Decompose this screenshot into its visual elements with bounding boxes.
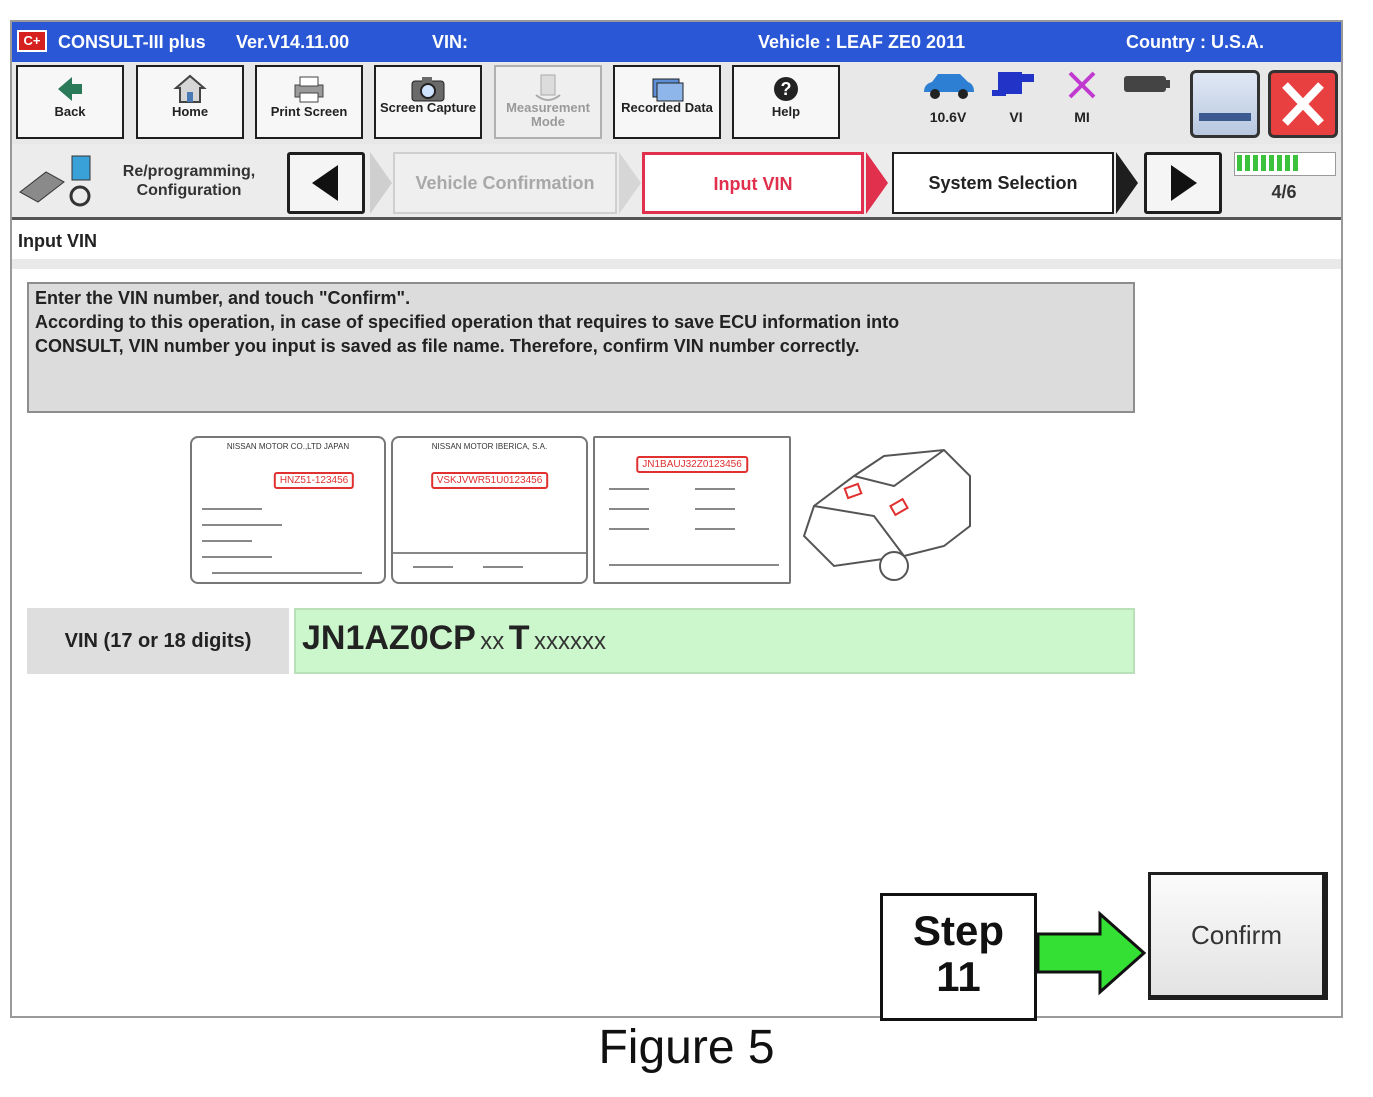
plate-text-line — [202, 556, 272, 558]
vin-input[interactable] — [294, 608, 1135, 674]
page-title: Input VIN — [18, 231, 97, 251]
home-button[interactable] — [136, 65, 244, 139]
back-button[interactable] — [16, 65, 124, 139]
plate-text-line — [393, 552, 588, 554]
minimize-button[interactable] — [1190, 70, 1260, 138]
plate-text-line — [695, 488, 735, 490]
right-arrow-icon — [1147, 155, 1219, 211]
consult-window — [10, 20, 1343, 1018]
battery-status — [918, 70, 978, 132]
screen-capture-button[interactable] — [374, 65, 482, 139]
left-arrow-icon — [290, 155, 362, 211]
instruction-box — [27, 282, 1135, 413]
step-navigation-bar — [12, 144, 1341, 220]
recorded-data-button[interactable] — [613, 65, 721, 139]
pointer-arrow-icon — [1036, 910, 1148, 996]
battery-voltage: 10.6V — [929, 109, 967, 125]
plate-text-line — [609, 528, 649, 530]
recorded-data-label: Recorded Data — [621, 100, 713, 115]
toolbar — [12, 62, 1341, 144]
plate-header: NISSAN MOTOR IBERICA, S.A. — [431, 442, 548, 451]
help-label: Help — [771, 104, 801, 119]
plate-vin: JN1BAUJ32Z0123456 — [636, 456, 748, 473]
vi-connection-icon — [988, 70, 1044, 100]
plate-vin: HNZ51-123456 — [274, 472, 354, 489]
vi-label: VI — [1009, 109, 1023, 125]
vin-title-label: VIN: — [432, 32, 468, 52]
back-arrow-icon — [50, 73, 90, 105]
step-callout-title: Step — [912, 907, 1004, 954]
plate-text-line — [695, 508, 735, 510]
step-callout-number: 11 — [936, 953, 981, 1000]
plate-text-line — [202, 508, 262, 510]
plate-text-line — [202, 524, 282, 526]
measurement-mode-button[interactable] — [494, 65, 602, 139]
vin-field-label: VIN (17 or 18 digits) — [27, 608, 289, 674]
car-battery-icon — [920, 70, 976, 100]
next-step-button[interactable] — [1144, 152, 1222, 214]
step-system-selection[interactable]: System Selection — [892, 152, 1114, 214]
mi-status — [1052, 70, 1112, 132]
print-screen-button[interactable] — [255, 65, 363, 139]
progress-text: 4/6 — [1271, 182, 1297, 202]
help-icon — [766, 73, 806, 105]
vin-prefix: JN1AZ0CP — [302, 619, 476, 657]
title-bar — [12, 22, 1341, 62]
home-icon — [170, 73, 210, 105]
plate-header: NISSAN MOTOR CO.,LTD JAPAN — [226, 442, 350, 451]
chevron-right-icon — [617, 152, 643, 214]
step-callout — [880, 893, 1037, 1021]
battery-icon — [1118, 70, 1174, 100]
app-version: Ver.V14.11.00 — [236, 32, 350, 52]
mi-disconnected-icon — [1054, 70, 1110, 100]
minimize-icon — [1193, 73, 1257, 135]
previous-step-button[interactable] — [287, 152, 365, 214]
print-screen-label: Print Screen — [270, 104, 348, 119]
confirm-button[interactable]: Confirm — [1148, 872, 1328, 1000]
home-label: Home — [171, 104, 209, 119]
plate-text-line — [212, 572, 362, 574]
close-icon — [1271, 73, 1335, 135]
plate-text-line — [483, 566, 523, 568]
country-info: Country : U.S.A. — [1126, 32, 1264, 52]
step-progress — [1234, 152, 1338, 212]
screen-capture-label: Screen Capture — [379, 100, 477, 115]
chevron-right-icon — [1114, 152, 1140, 214]
plate-vin: VSKJVWR51U0123456 — [431, 472, 549, 489]
help-button[interactable] — [732, 65, 840, 139]
divider — [12, 259, 1341, 269]
instruction-line: According to this operation, in case of specified operation that requires to save ECU information into — [35, 312, 900, 332]
step-input-vin[interactable]: Input VIN — [642, 152, 864, 214]
reprogramming-icon — [16, 152, 100, 212]
vin-placeholder-chars: xx — [480, 628, 505, 655]
app-name: CONSULT-III plus — [58, 32, 206, 52]
plate-text-line — [202, 540, 252, 542]
figure-caption: Figure 5 — [598, 1021, 775, 1074]
vin-plate-alt — [593, 436, 791, 584]
vin-year-char: T — [508, 619, 530, 657]
vin-plate-iberica — [391, 436, 588, 584]
app-logo-icon: C+ — [17, 30, 47, 52]
mi-label: MI — [1074, 109, 1090, 125]
vehicle-vin-location-icon — [794, 436, 972, 586]
plate-text-line — [695, 528, 735, 530]
svg-text:?: ? — [780, 79, 792, 99]
chevron-right-icon — [864, 152, 890, 214]
plate-text-line — [413, 566, 453, 568]
progress-bar — [1234, 152, 1336, 176]
step-vehicle-confirmation[interactable]: Vehicle Confirmation — [393, 152, 617, 214]
vin-plate-japan — [190, 436, 386, 584]
back-label: Back — [54, 104, 86, 119]
battery-indicator — [1116, 70, 1176, 132]
plate-text-line — [609, 564, 779, 566]
mode-label: Re/programming, Configuration — [122, 163, 256, 199]
printer-icon — [289, 73, 329, 105]
vin-serial-placeholder: xxxxxx — [533, 628, 606, 655]
close-button[interactable] — [1268, 70, 1338, 138]
instruction-line: CONSULT, VIN number you input is saved as file name. Therefore, confirm VIN number correctly. — [35, 336, 860, 356]
vehicle-info: Vehicle : LEAF ZE0 2011 — [758, 32, 966, 52]
plate-text-line — [609, 488, 649, 490]
vi-status — [986, 70, 1046, 132]
chevron-right-icon — [368, 152, 394, 214]
instruction-line: Enter the VIN number, and touch "Confirm". — [35, 288, 411, 308]
measurement-mode-label: Measurement Mode — [506, 100, 590, 129]
progress-fill — [1237, 155, 1301, 171]
plate-text-line — [609, 508, 649, 510]
